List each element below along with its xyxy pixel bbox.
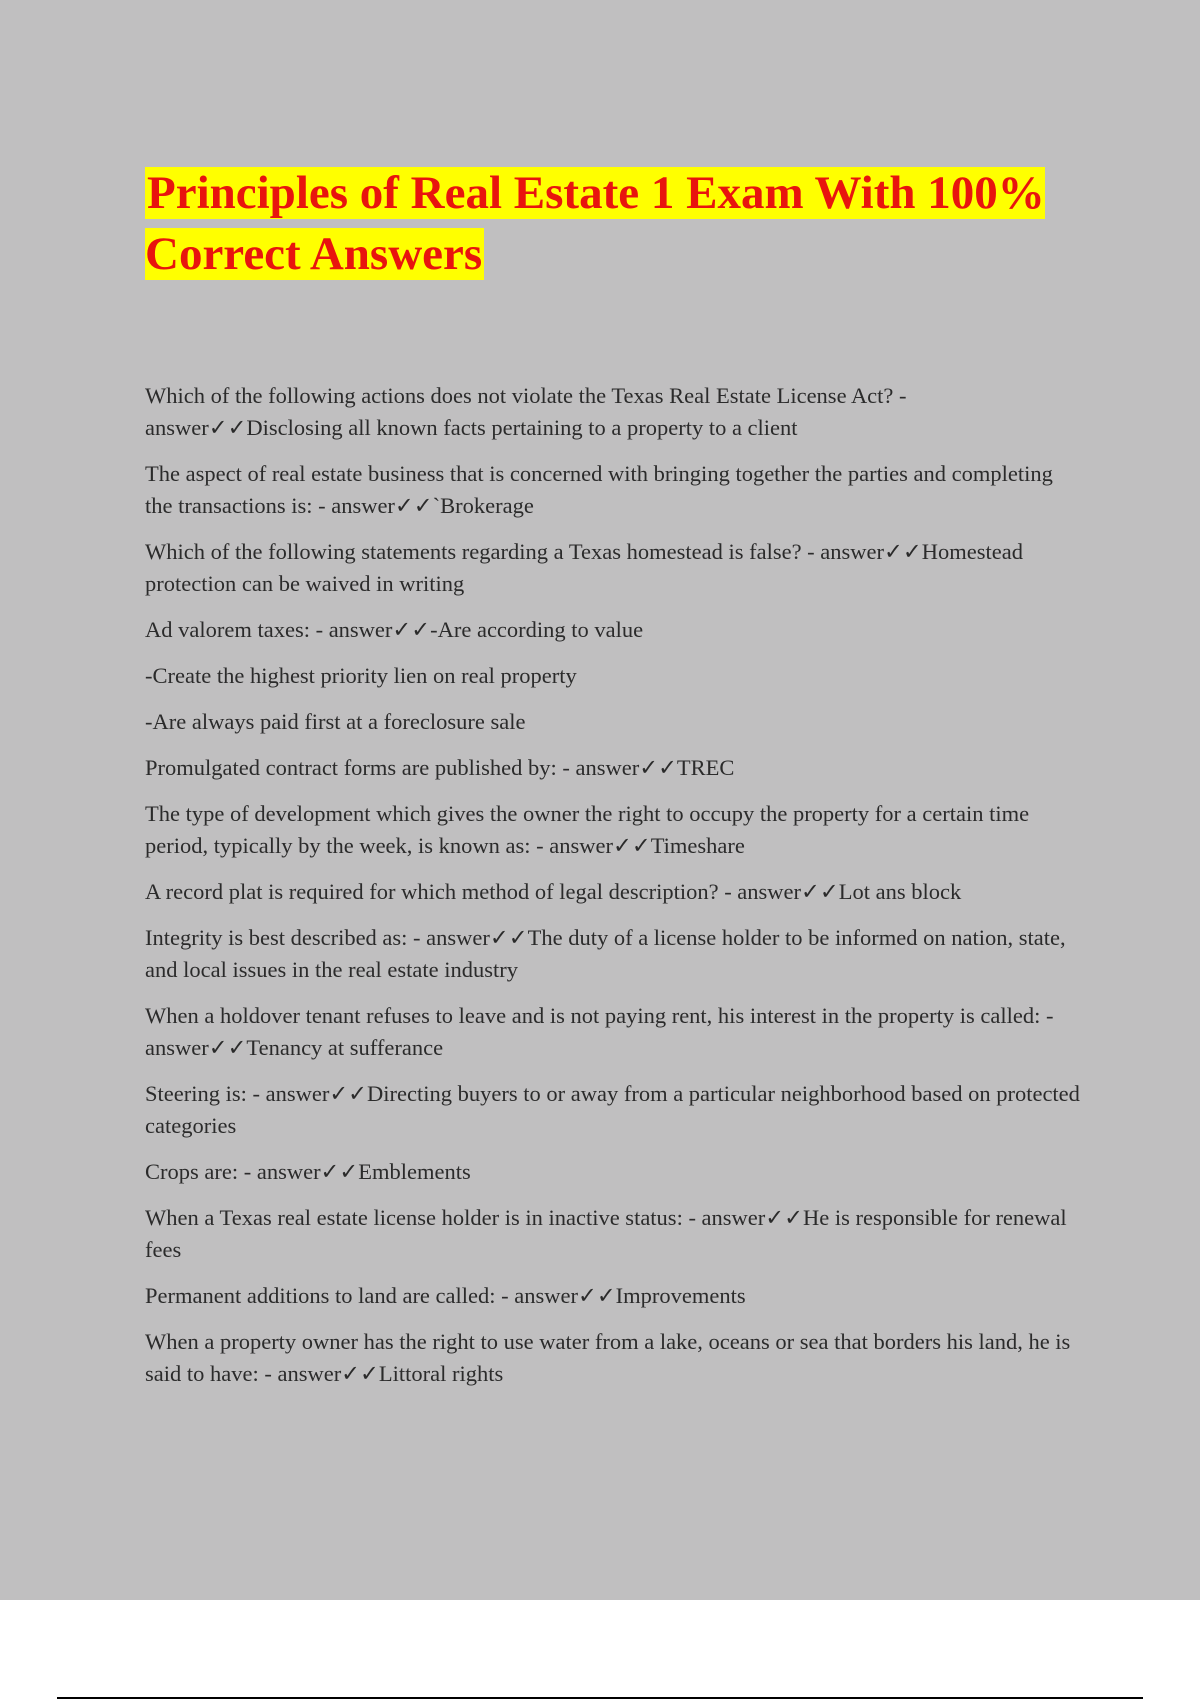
qa-item: The type of development which gives the owner the right to occupy the property for a certain time period, typically by the week, is known as: - answer✓✓Timeshare bbox=[145, 801, 1030, 858]
qa-item: A record plat is required for which method of legal description? - answer✓✓Lot ans block bbox=[145, 879, 962, 904]
qa-item: When a property owner has the right to use water from a lake, oceans or sea that borders his land, he is said to have: - answer✓✓Littoral rights bbox=[145, 1329, 1071, 1386]
qa-item: Which of the following statements regarding a Texas homestead is false? - answer✓✓Homestead protection can be waived in writing bbox=[145, 539, 1023, 596]
qa-item: Steering is: - answer✓✓Directing buyers to or away from a particular neighborhood based on protected categories bbox=[145, 1081, 1080, 1138]
qa-item: When a Texas real estate license holder is in inactive status: - answer✓✓He is responsible for renewal fees bbox=[145, 1205, 1067, 1262]
qa-item: Promulgated contract forms are published by: - answer✓✓TREC bbox=[145, 755, 735, 780]
qa-item: -Create the highest priority lien on real property bbox=[145, 663, 577, 688]
page-bottom-area bbox=[0, 1600, 1200, 1700]
document-title bbox=[145, 163, 1085, 285]
qa-list bbox=[145, 380, 1085, 1404]
qa-item: Which of the following actions does not violate the Texas Real Estate License Act? - answer✓✓Disclosing all known facts pertaining to a property to a client bbox=[145, 383, 907, 440]
qa-item: When a holdover tenant refuses to leave and is not paying rent, his interest in the property is called: - answer✓✓Tenancy at sufferance bbox=[145, 1003, 1054, 1060]
qa-item: Permanent additions to land are called: - answer✓✓Improvements bbox=[145, 1283, 746, 1308]
qa-item: Integrity is best described as: - answer✓✓The duty of a license holder to be informed on nation, state, and local issues in the real estate industry bbox=[145, 925, 1066, 982]
qa-item: Crops are: - answer✓✓Emblements bbox=[145, 1159, 471, 1184]
qa-item: Ad valorem taxes: - answer✓✓-Are according to value bbox=[145, 617, 644, 642]
qa-item: The aspect of real estate business that is concerned with bringing together the parties and completing the transactions is: - answer✓✓`Brokerage bbox=[145, 461, 1053, 518]
footer-divider bbox=[57, 1697, 1143, 1699]
qa-item: -Are always paid first at a foreclosure sale bbox=[145, 709, 526, 734]
document-title-text: Principles of Real Estate 1 Exam With 100% Correct Answers bbox=[145, 167, 1045, 280]
